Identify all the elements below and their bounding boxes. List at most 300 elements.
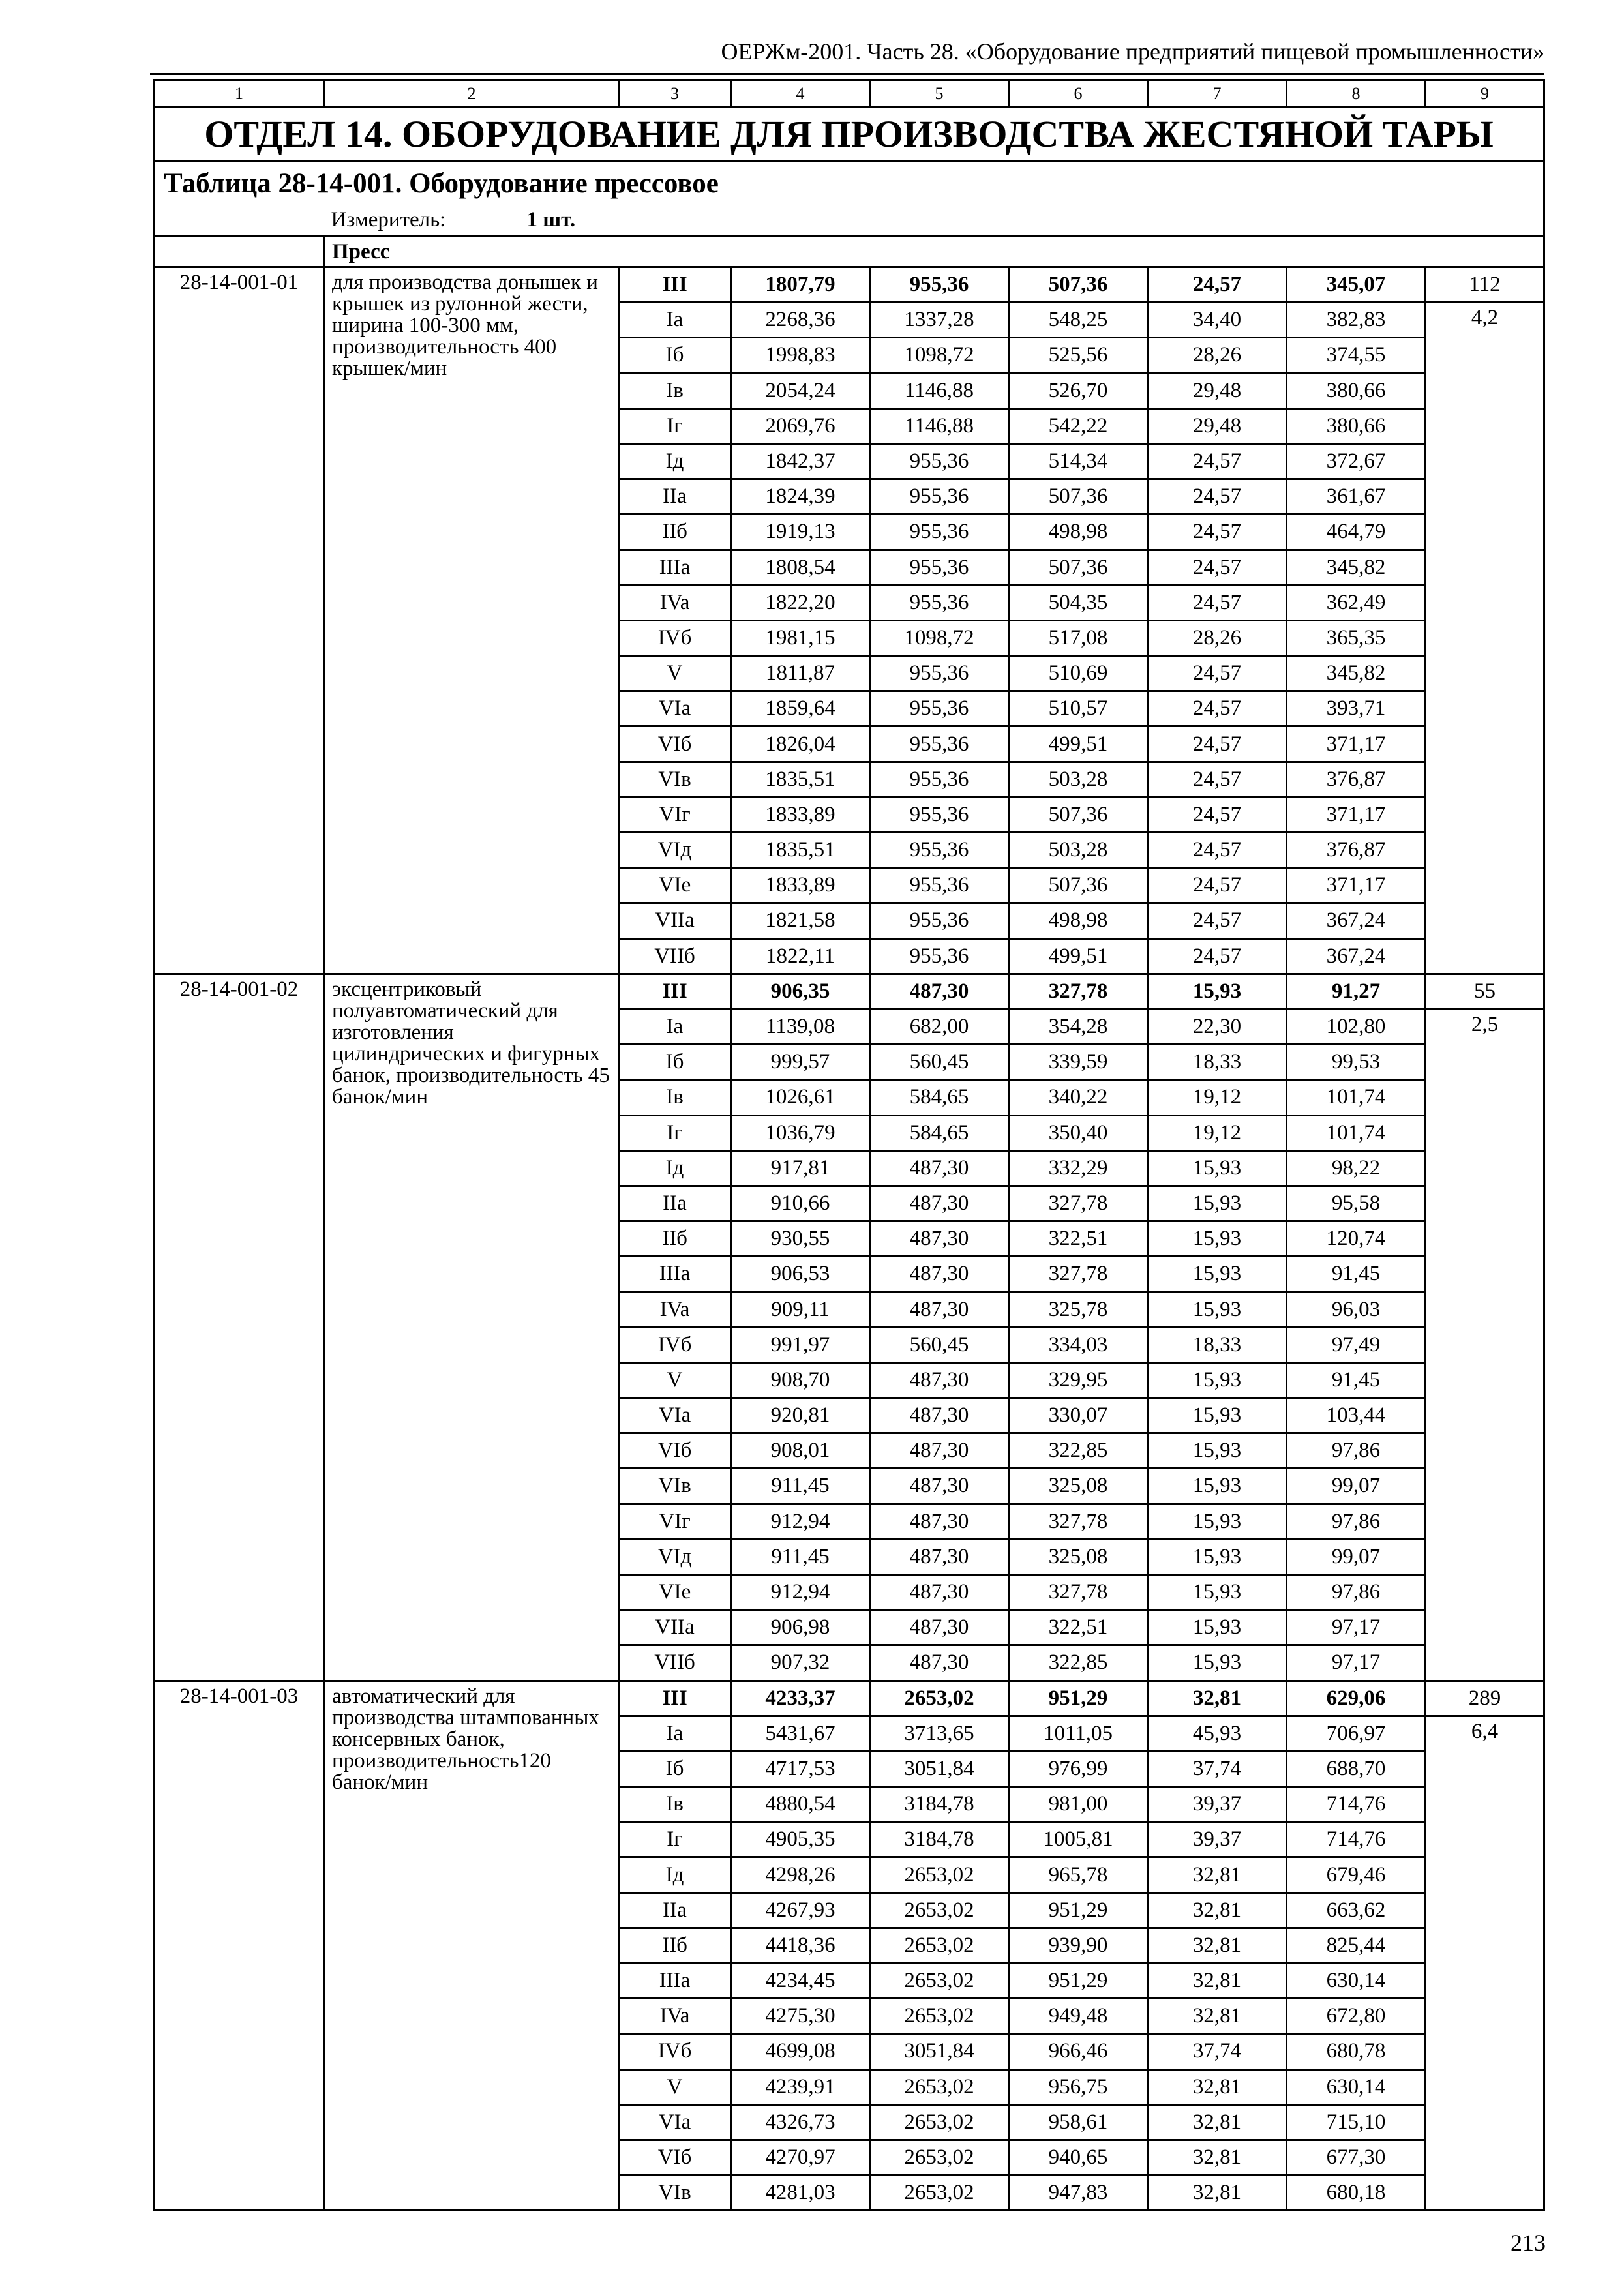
value-cell: 688,70: [1287, 1751, 1426, 1786]
value-cell: 99,07: [1287, 1539, 1426, 1574]
value-cell: 325,08: [1009, 1469, 1148, 1504]
zone-cell: VIe: [619, 868, 731, 903]
value-cell: 679,46: [1287, 1857, 1426, 1893]
value-cell: 15,93: [1148, 1504, 1287, 1539]
column-number: 3: [619, 80, 731, 108]
value-cell: 327,78: [1009, 1574, 1148, 1609]
value-cell: 34,40: [1148, 303, 1287, 338]
value-cell: 1011,05: [1009, 1716, 1148, 1751]
value-cell: 4298,26: [731, 1857, 870, 1893]
zone-cell: V: [619, 2069, 731, 2104]
value-cell: 374,55: [1287, 338, 1426, 373]
value-cell: 1833,89: [731, 797, 870, 832]
value-cell: 487,30: [870, 1574, 1009, 1609]
value-cell: 1036,79: [731, 1115, 870, 1150]
value-cell: 39,37: [1148, 1822, 1287, 1857]
value-cell: 907,32: [731, 1645, 870, 1681]
value-cell: 487,30: [870, 1645, 1009, 1681]
zone-cell: Iд: [619, 1150, 731, 1186]
column-number: 6: [1009, 80, 1148, 108]
value-cell: 32,81: [1148, 2069, 1287, 2104]
value-cell: 955,36: [870, 833, 1009, 868]
value-cell: 911,45: [731, 1469, 870, 1504]
zone-cell: VIв: [619, 1469, 731, 1504]
zone-cell: VIIa: [619, 1610, 731, 1645]
zone-cell: VIe: [619, 1574, 731, 1609]
value-cell: 1337,28: [870, 303, 1009, 338]
value-cell: 682,00: [870, 1009, 1009, 1044]
value-cell: 371,17: [1287, 797, 1426, 832]
value-cell: 1859,64: [731, 691, 870, 726]
value-cell: 955,36: [870, 797, 1009, 832]
value-cell: 955,36: [870, 515, 1009, 550]
item-description: эксцентриковый полуавтоматический для изготовления цилиндрических и фигурных банок, производительность 45 банок/мин: [325, 974, 619, 1681]
value-cell: 97,49: [1287, 1327, 1426, 1362]
value-cell: 663,62: [1287, 1893, 1426, 1928]
zone-cell: VIв: [619, 762, 731, 797]
value-cell: 955,36: [870, 691, 1009, 726]
value-cell: 542,22: [1009, 408, 1148, 443]
value-cell: 2653,02: [870, 2104, 1009, 2140]
zone-cell: IVa: [619, 1292, 731, 1327]
zone-cell: Iв: [619, 373, 731, 408]
value-cell: 955,36: [870, 762, 1009, 797]
col9-value: 112: [1426, 267, 1544, 303]
value-cell: 1822,20: [731, 585, 870, 620]
column-number-row: [154, 80, 1544, 108]
value-cell: 1998,83: [731, 338, 870, 373]
value-cell: 120,74: [1287, 1221, 1426, 1257]
value-cell: 327,78: [1009, 1257, 1148, 1292]
zone-cell: VIIa: [619, 903, 731, 938]
value-cell: 1919,13: [731, 515, 870, 550]
value-cell: 24,57: [1148, 515, 1287, 550]
value-cell: 487,30: [870, 1469, 1009, 1504]
value-cell: 958,61: [1009, 2104, 1148, 2140]
value-cell: 101,74: [1287, 1115, 1426, 1150]
value-cell: 367,24: [1287, 903, 1426, 938]
value-cell: 98,22: [1287, 1150, 1426, 1186]
value-cell: 32,81: [1148, 2140, 1287, 2175]
value-cell: 487,30: [870, 1221, 1009, 1257]
value-cell: 955,36: [870, 656, 1009, 691]
value-cell: 510,69: [1009, 656, 1148, 691]
value-cell: 371,17: [1287, 726, 1426, 762]
value-cell: 97,17: [1287, 1645, 1426, 1681]
value-cell: 487,30: [870, 1433, 1009, 1469]
value-cell: 951,29: [1009, 1681, 1148, 1716]
value-cell: 340,22: [1009, 1080, 1148, 1115]
value-cell: 951,29: [1009, 1893, 1148, 1928]
value-cell: 920,81: [731, 1398, 870, 1433]
value-cell: 487,30: [870, 974, 1009, 1009]
zone-cell: IIa: [619, 479, 731, 515]
value-cell: 906,35: [731, 974, 870, 1009]
value-cell: 3051,84: [870, 1751, 1009, 1786]
value-cell: 15,93: [1148, 1469, 1287, 1504]
value-cell: 1811,87: [731, 656, 870, 691]
value-cell: 584,65: [870, 1080, 1009, 1115]
value-cell: 2653,02: [870, 1857, 1009, 1893]
table-body: [154, 80, 1544, 2211]
value-cell: 487,30: [870, 1504, 1009, 1539]
value-cell: 3051,84: [870, 2034, 1009, 2069]
value-cell: 97,17: [1287, 1610, 1426, 1645]
value-cell: 487,30: [870, 1539, 1009, 1574]
group-title: Пресс: [325, 237, 1544, 267]
value-cell: 24,57: [1148, 797, 1287, 832]
value-cell: 4717,53: [731, 1751, 870, 1786]
value-cell: 507,36: [1009, 550, 1148, 585]
zone-cell: VIIб: [619, 1645, 731, 1681]
zone-cell: V: [619, 1362, 731, 1398]
value-cell: 39,37: [1148, 1787, 1287, 1822]
item-code: 28-14-001-03: [154, 1681, 325, 2211]
value-cell: 955,36: [870, 267, 1009, 303]
value-cell: 1835,51: [731, 833, 870, 868]
value-cell: 560,45: [870, 1045, 1009, 1080]
value-cell: 101,74: [1287, 1080, 1426, 1115]
value-cell: 630,14: [1287, 2069, 1426, 2104]
value-cell: 525,56: [1009, 338, 1148, 373]
value-cell: 940,65: [1009, 2140, 1148, 2175]
value-cell: 350,40: [1009, 1115, 1148, 1150]
zone-cell: Iв: [619, 1787, 731, 1822]
value-cell: 1026,61: [731, 1080, 870, 1115]
value-cell: 24,57: [1148, 656, 1287, 691]
value-cell: 487,30: [870, 1257, 1009, 1292]
value-cell: 345,07: [1287, 267, 1426, 303]
value-cell: 507,36: [1009, 479, 1148, 515]
value-cell: 97,86: [1287, 1504, 1426, 1539]
value-cell: 714,76: [1287, 1822, 1426, 1857]
value-cell: 955,36: [870, 479, 1009, 515]
zone-cell: VIг: [619, 797, 731, 832]
value-cell: 19,12: [1148, 1115, 1287, 1150]
zone-cell: Iг: [619, 1822, 731, 1857]
value-cell: 4418,36: [731, 1928, 870, 1963]
value-cell: 18,33: [1148, 1045, 1287, 1080]
value-cell: 29,48: [1148, 408, 1287, 443]
value-cell: 680,78: [1287, 2034, 1426, 2069]
value-cell: 325,78: [1009, 1292, 1148, 1327]
value-cell: 487,30: [870, 1610, 1009, 1645]
zone-cell: VIIб: [619, 938, 731, 974]
value-cell: 999,57: [731, 1045, 870, 1080]
zone-cell: IIIa: [619, 1964, 731, 1999]
value-cell: 45,93: [1148, 1716, 1287, 1751]
value-cell: 393,71: [1287, 691, 1426, 726]
value-cell: 4905,35: [731, 1822, 870, 1857]
value-cell: 24,57: [1148, 762, 1287, 797]
value-cell: 32,81: [1148, 1964, 1287, 1999]
value-cell: 947,83: [1009, 2176, 1148, 2211]
value-cell: 24,57: [1148, 833, 1287, 868]
value-cell: 584,65: [870, 1115, 1009, 1150]
value-cell: 28,26: [1148, 338, 1287, 373]
value-cell: 955,36: [870, 550, 1009, 585]
value-cell: 1098,72: [870, 620, 1009, 655]
value-cell: 4270,97: [731, 2140, 870, 2175]
value-cell: 503,28: [1009, 762, 1148, 797]
table-row: [154, 1681, 1544, 1716]
value-cell: 1139,08: [731, 1009, 870, 1044]
value-cell: 955,36: [870, 903, 1009, 938]
value-cell: 372,67: [1287, 443, 1426, 479]
value-cell: 498,98: [1009, 903, 1148, 938]
value-cell: 24,57: [1148, 868, 1287, 903]
value-cell: 2653,02: [870, 2140, 1009, 2175]
value-cell: 91,45: [1287, 1257, 1426, 1292]
value-cell: 32,81: [1148, 1999, 1287, 2034]
value-cell: 951,29: [1009, 1964, 1148, 1999]
value-cell: 362,49: [1287, 585, 1426, 620]
value-cell: 91,45: [1287, 1362, 1426, 1398]
value-cell: 4281,03: [731, 2176, 870, 2211]
zone-cell: IIIa: [619, 550, 731, 585]
value-cell: 487,30: [870, 1362, 1009, 1398]
value-cell: 24,57: [1148, 479, 1287, 515]
column-number: 4: [731, 80, 870, 108]
value-cell: 95,58: [1287, 1186, 1426, 1221]
value-cell: 15,93: [1148, 1433, 1287, 1469]
value-cell: 15,93: [1148, 1292, 1287, 1327]
value-cell: 955,36: [870, 443, 1009, 479]
zone-cell: IIa: [619, 1893, 731, 1928]
value-cell: 714,76: [1287, 1787, 1426, 1822]
value-cell: 1822,11: [731, 938, 870, 974]
value-cell: 912,94: [731, 1574, 870, 1609]
value-cell: 322,51: [1009, 1221, 1148, 1257]
value-cell: 15,93: [1148, 974, 1287, 1009]
value-cell: 1842,37: [731, 443, 870, 479]
value-cell: 345,82: [1287, 550, 1426, 585]
value-cell: 15,93: [1148, 1150, 1287, 1186]
value-cell: 97,86: [1287, 1433, 1426, 1469]
zone-cell: IIб: [619, 515, 731, 550]
value-cell: 910,66: [731, 1186, 870, 1221]
value-cell: 15,93: [1148, 1610, 1287, 1645]
value-cell: 376,87: [1287, 833, 1426, 868]
zone-cell: VIб: [619, 1433, 731, 1469]
value-cell: 24,57: [1148, 938, 1287, 974]
value-cell: 327,78: [1009, 974, 1148, 1009]
value-cell: 3713,65: [870, 1716, 1009, 1751]
value-cell: 4234,45: [731, 1964, 870, 1999]
value-cell: 464,79: [1287, 515, 1426, 550]
value-cell: 955,36: [870, 938, 1009, 974]
item-code: 28-14-001-01: [154, 267, 325, 974]
zone-cell: IVб: [619, 1327, 731, 1362]
column-number: 9: [1426, 80, 1544, 108]
value-cell: 4880,54: [731, 1787, 870, 1822]
value-cell: 1005,81: [1009, 1822, 1148, 1857]
value-cell: 24,57: [1148, 443, 1287, 479]
value-cell: 906,98: [731, 1610, 870, 1645]
value-cell: 487,30: [870, 1398, 1009, 1433]
value-cell: 96,03: [1287, 1292, 1426, 1327]
table-row: [154, 267, 1544, 303]
price-table: [153, 79, 1545, 2211]
value-cell: 504,35: [1009, 585, 1148, 620]
value-cell: 955,36: [870, 868, 1009, 903]
value-cell: 911,45: [731, 1539, 870, 1574]
zone-cell: VIв: [619, 2176, 731, 2211]
zone-cell: IIa: [619, 1186, 731, 1221]
value-cell: 1824,39: [731, 479, 870, 515]
value-cell: 367,24: [1287, 938, 1426, 974]
value-cell: 487,30: [870, 1292, 1009, 1327]
value-cell: 15,93: [1148, 1645, 1287, 1681]
value-cell: 2054,24: [731, 373, 870, 408]
value-cell: 912,94: [731, 1504, 870, 1539]
value-cell: 99,53: [1287, 1045, 1426, 1080]
zone-cell: IVб: [619, 620, 731, 655]
zone-cell: IVa: [619, 585, 731, 620]
value-cell: 37,74: [1148, 2034, 1287, 2069]
value-cell: 2653,02: [870, 1999, 1009, 2034]
value-cell: 680,18: [1287, 2176, 1426, 2211]
table-row: [154, 974, 1544, 1009]
value-cell: 981,00: [1009, 1787, 1148, 1822]
measure-row: [154, 204, 1544, 237]
value-cell: 909,11: [731, 1292, 870, 1327]
value-cell: 32,81: [1148, 1681, 1287, 1716]
value-cell: 339,59: [1009, 1045, 1148, 1080]
zone-cell: VIa: [619, 1398, 731, 1433]
value-cell: 2653,02: [870, 1964, 1009, 1999]
zone-cell: IIб: [619, 1221, 731, 1257]
header-rule: [150, 73, 1544, 75]
value-cell: 332,29: [1009, 1150, 1148, 1186]
value-cell: 32,81: [1148, 2176, 1287, 2211]
value-cell: 976,99: [1009, 1751, 1148, 1786]
value-cell: 15,93: [1148, 1221, 1287, 1257]
value-cell: 955,36: [870, 726, 1009, 762]
value-cell: 325,08: [1009, 1539, 1148, 1574]
value-cell: 32,81: [1148, 2104, 1287, 2140]
value-cell: 1146,88: [870, 408, 1009, 443]
value-cell: 2653,02: [870, 1928, 1009, 1963]
value-cell: 354,28: [1009, 1009, 1148, 1044]
value-cell: 2268,36: [731, 303, 870, 338]
item-description: для производства донышек и крышек из рулонной жести, ширина 100-300 мм, производительность 400 крышек/мин: [325, 267, 619, 974]
value-cell: 956,75: [1009, 2069, 1148, 2104]
zone-cell: Iб: [619, 1751, 731, 1786]
value-cell: 380,66: [1287, 373, 1426, 408]
value-cell: 345,82: [1287, 656, 1426, 691]
value-cell: 24,57: [1148, 691, 1287, 726]
col9-value: 2,5: [1426, 1009, 1544, 1681]
zone-cell: Ia: [619, 303, 731, 338]
value-cell: 37,74: [1148, 1751, 1287, 1786]
value-cell: 1826,04: [731, 726, 870, 762]
value-cell: 514,34: [1009, 443, 1148, 479]
column-number: 1: [154, 80, 325, 108]
col9-value: 289: [1426, 1681, 1544, 1716]
value-cell: 3184,78: [870, 1787, 1009, 1822]
value-cell: 322,85: [1009, 1433, 1148, 1469]
value-cell: 24,57: [1148, 903, 1287, 938]
zone-cell: Iв: [619, 1080, 731, 1115]
item-description: автоматический для производства штампованных консервных банок, производительность120 банок/мин: [325, 1681, 619, 2211]
value-cell: 24,57: [1148, 585, 1287, 620]
zone-cell: VIд: [619, 1539, 731, 1574]
zone-cell: Ia: [619, 1716, 731, 1751]
measure-cell: [325, 204, 1544, 237]
value-cell: 908,70: [731, 1362, 870, 1398]
column-number: 7: [1148, 80, 1287, 108]
value-cell: 1808,54: [731, 550, 870, 585]
value-cell: 4267,93: [731, 1893, 870, 1928]
col9-value: 6,4: [1426, 1716, 1544, 2211]
value-cell: 499,51: [1009, 938, 1148, 974]
col9-value: 4,2: [1426, 303, 1544, 974]
zone-cell: Iд: [619, 1857, 731, 1893]
value-cell: 15,93: [1148, 1539, 1287, 1574]
value-cell: 382,83: [1287, 303, 1426, 338]
value-cell: 322,85: [1009, 1645, 1148, 1681]
group-title-row: [154, 237, 1544, 267]
value-cell: 917,81: [731, 1150, 870, 1186]
value-cell: 991,97: [731, 1327, 870, 1362]
table-title-row: [154, 162, 1544, 205]
value-cell: 507,36: [1009, 797, 1148, 832]
value-cell: 1807,79: [731, 267, 870, 303]
value-cell: 15,93: [1148, 1574, 1287, 1609]
running-header: ОЕРЖм-2001. Часть 28. «Оборудование предприятий пищевой промышленности»: [721, 38, 1544, 65]
zone-cell: Iд: [619, 443, 731, 479]
value-cell: 930,55: [731, 1221, 870, 1257]
value-cell: 548,25: [1009, 303, 1148, 338]
page-number: 213: [1511, 2230, 1546, 2256]
value-cell: 380,66: [1287, 408, 1426, 443]
value-cell: 966,46: [1009, 2034, 1148, 2069]
value-cell: 1835,51: [731, 762, 870, 797]
value-cell: 677,30: [1287, 2140, 1426, 2175]
value-cell: 329,95: [1009, 1362, 1148, 1398]
value-cell: 15,93: [1148, 1257, 1287, 1292]
value-cell: 102,80: [1287, 1009, 1426, 1044]
zone-cell: IVб: [619, 2034, 731, 2069]
value-cell: 5431,67: [731, 1716, 870, 1751]
value-cell: 2069,76: [731, 408, 870, 443]
zone-cell: III: [619, 1681, 731, 1716]
value-cell: 15,93: [1148, 1186, 1287, 1221]
value-cell: 2653,02: [870, 2176, 1009, 2211]
value-cell: 4239,91: [731, 2069, 870, 2104]
section-title: ОТДЕЛ 14. ОБОРУДОВАНИЕ ДЛЯ ПРОИЗВОДСТВА ЖЕСТЯНОЙ ТАРЫ: [154, 108, 1544, 162]
zone-cell: VIб: [619, 2140, 731, 2175]
value-cell: 629,06: [1287, 1681, 1426, 1716]
value-cell: 334,03: [1009, 1327, 1148, 1362]
value-cell: 15,93: [1148, 1398, 1287, 1433]
zone-cell: IVa: [619, 1999, 731, 2034]
value-cell: 715,10: [1287, 2104, 1426, 2140]
value-cell: 498,98: [1009, 515, 1148, 550]
value-cell: 908,01: [731, 1433, 870, 1469]
value-cell: 371,17: [1287, 868, 1426, 903]
value-cell: 365,35: [1287, 620, 1426, 655]
value-cell: 4233,37: [731, 1681, 870, 1716]
value-cell: 4326,73: [731, 2104, 870, 2140]
value-cell: 24,57: [1148, 267, 1287, 303]
table-title: Таблица 28-14-001. Оборудование прессовое: [154, 162, 1544, 205]
value-cell: 103,44: [1287, 1398, 1426, 1433]
value-cell: 487,30: [870, 1186, 1009, 1221]
value-cell: 499,51: [1009, 726, 1148, 762]
value-cell: 507,36: [1009, 868, 1148, 903]
